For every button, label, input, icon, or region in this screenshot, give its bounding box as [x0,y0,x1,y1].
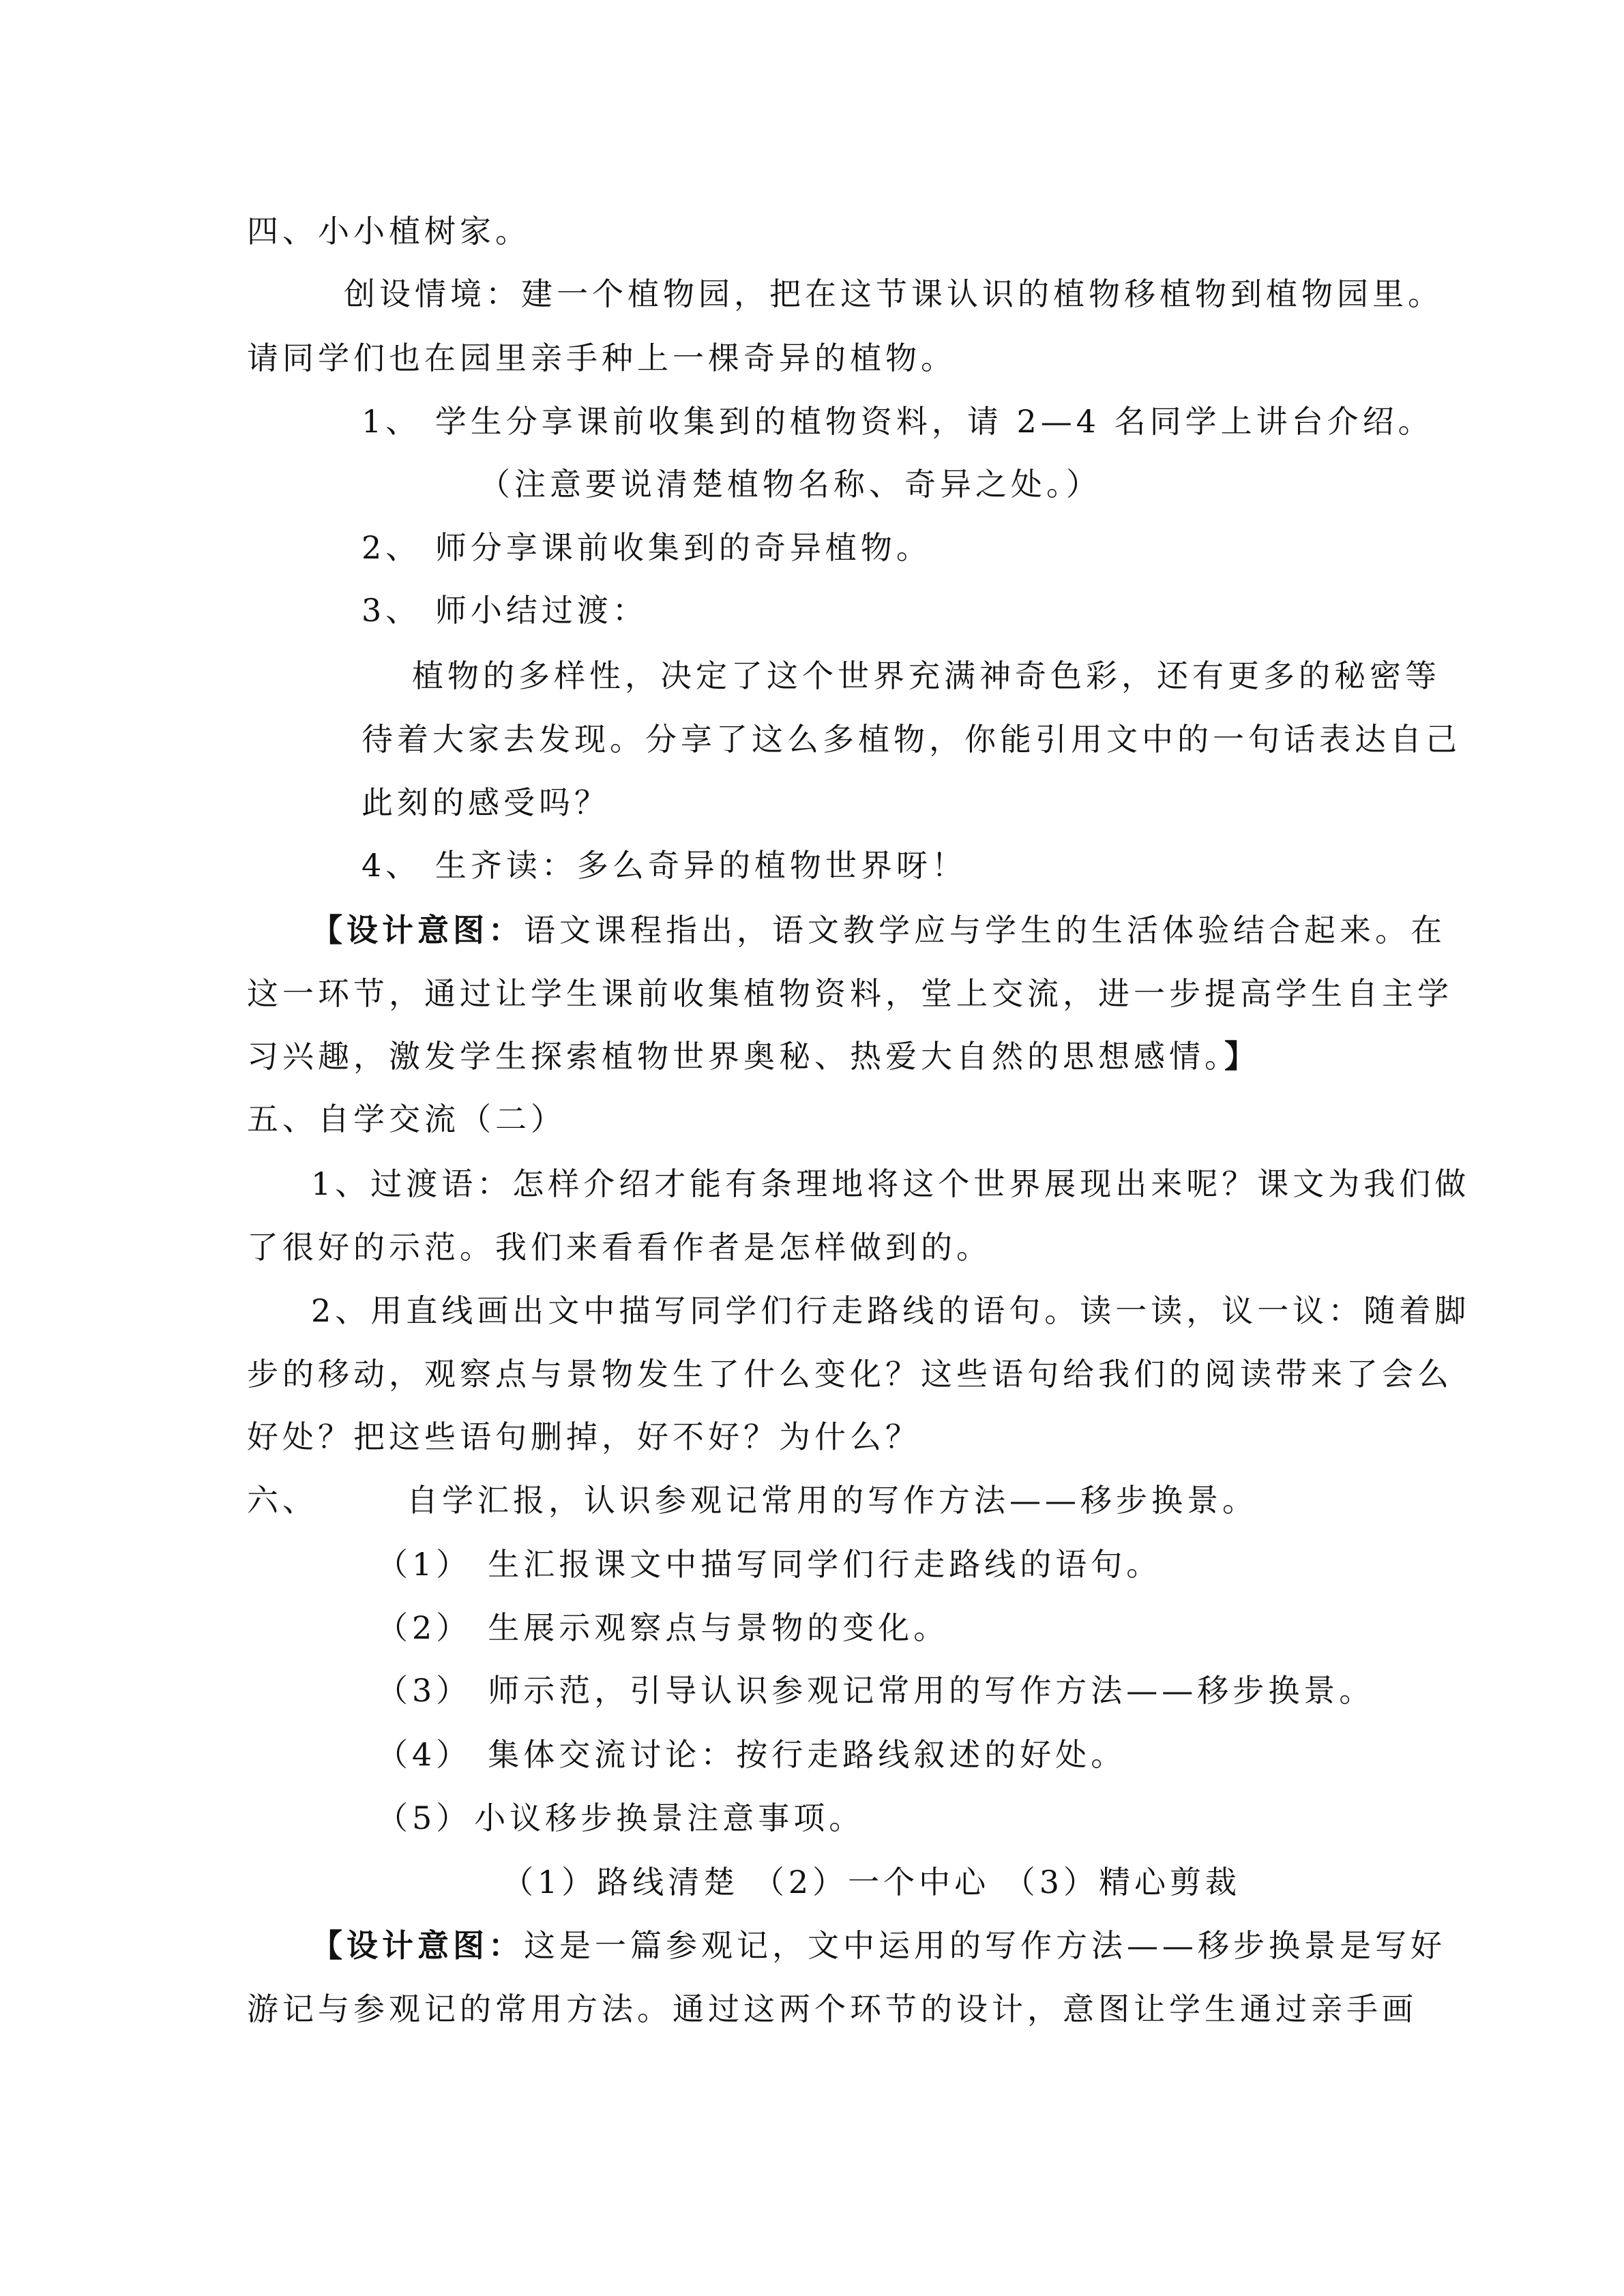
section-4-item-2: 2、 师分享课前收集到的奇异植物。 [361,529,932,566]
section-6-item [377,1545,1162,1584]
section-4-heading: 四、小小植树家。 [247,213,531,250]
design-intent-close: 】 [1224,1038,1260,1075]
section-5-heading: 五、自学交流（二） [247,1101,566,1137]
item-number: （3） [377,1672,472,1709]
design-intent-text: 语文课程指出，语文教学应与学生的生活体验结合起来。在 [524,912,1446,949]
section-4-item-3-para-line-2: 待着大家去发现。分享了这么多植物，你能引用文中的一句话表达自己 [361,721,1461,758]
section-6-item [377,1735,1126,1774]
section-6-item [377,1671,1374,1710]
design-intent-text: 这是一篇参观记，文中运用的写作方法——移步换景是写好 [524,1927,1446,1964]
section-5-para-1-line-1: 1、过渡语：怎样介绍才能有条理地将这个世界展现出来呢？课文为我们做 [311,1165,1471,1202]
section-5-para-1-line-2: 了很好的示范。我们来看看作者是怎样做到的。 [247,1229,992,1266]
section-4-design-intent-line-3 [247,1037,1260,1076]
item-text: 师示范，引导认识参观记常用的写作方法——移步换景。 [488,1672,1375,1709]
design-intent-text: 习兴趣，激发学生探索植物世界奥秘、热爱大自然的思想感情。 [247,1038,1224,1075]
section-5-para-2-line-1: 2、用直线画出文中描写同学们行走路线的语句。读一读，议一议：随着脚 [311,1292,1471,1329]
section-4-item-3: 3、 师小结过渡： [361,592,648,629]
section-4-item-1-note: （注意要说清楚植物名称、奇异之处。） [479,466,1102,503]
section-4-item-4: 4、 生齐读：多么奇异的植物世界呀！ [361,847,967,884]
item-text: 集体交流讨论：按行走路线叙述的好处。 [488,1736,1127,1773]
section-4-item-1: 1、 学生分享课前收集到的植物资料，请 2—4 名同学上讲台介绍。 [361,403,1434,440]
section-4-item-3-para-line-3: 此刻的感受吗？ [361,784,610,821]
section-6-heading-text: 自学汇报，认识参观记常用的写作方法——移步换景。 [407,1482,1258,1519]
item-number: （1） [377,1546,472,1583]
section-4-intro-line-2: 请同学们也在园里亲手种上一棵奇异的植物。 [247,340,956,376]
item-number: （2） [377,1609,472,1646]
design-intent-label: 【设计意图： [311,1927,524,1964]
section-6-design-intent-line-2: 游记与参观记的常用方法。通过这两个环节的设计，意图让学生通过亲手画 [247,1991,1417,2027]
section-6-heading-number: 六、 [247,1482,318,1519]
section-6-item [377,1608,949,1648]
item-number: （4） [377,1736,472,1773]
section-4-design-intent-line-1 [311,910,1446,950]
section-4-item-3-para-line-1: 植物的多样性，决定了这个世界充满神奇色彩，还有更多的秘密等 [412,657,1441,694]
design-intent-label: 【设计意图： [311,912,524,949]
item-number: （5） [377,1800,472,1836]
section-4-intro-line-1: 创设情境：建一个植物园，把在这节课认识的植物移植物到植物园里。 [344,275,1443,312]
item-text: 生展示观察点与景物的变化。 [488,1609,949,1646]
item-text: 生汇报课文中描写同学们行走路线的语句。 [488,1546,1162,1583]
item-text: 小议移步换景注意事项。 [474,1800,865,1836]
section-4-design-intent-line-2: 这一环节，通过让学生课前收集植物资料，堂上交流，进一步提高学生自主学 [247,975,1453,1012]
section-5-para-2-line-3: 好处？把这些语句删掉，好不好？为什么？ [247,1418,921,1455]
section-5-para-2-line-2: 步的移动，观察点与景物发生了什么变化？这些语句给我们的阅读带来了会么 [247,1356,1453,1392]
section-6-summary: （1）路线清楚 （2）一个中心 （3）精心剪裁 [502,1864,1241,1900]
section-6-heading [247,1480,1258,1520]
section-6-item [377,1798,864,1838]
section-6-design-intent-line-1 [311,1926,1446,1965]
